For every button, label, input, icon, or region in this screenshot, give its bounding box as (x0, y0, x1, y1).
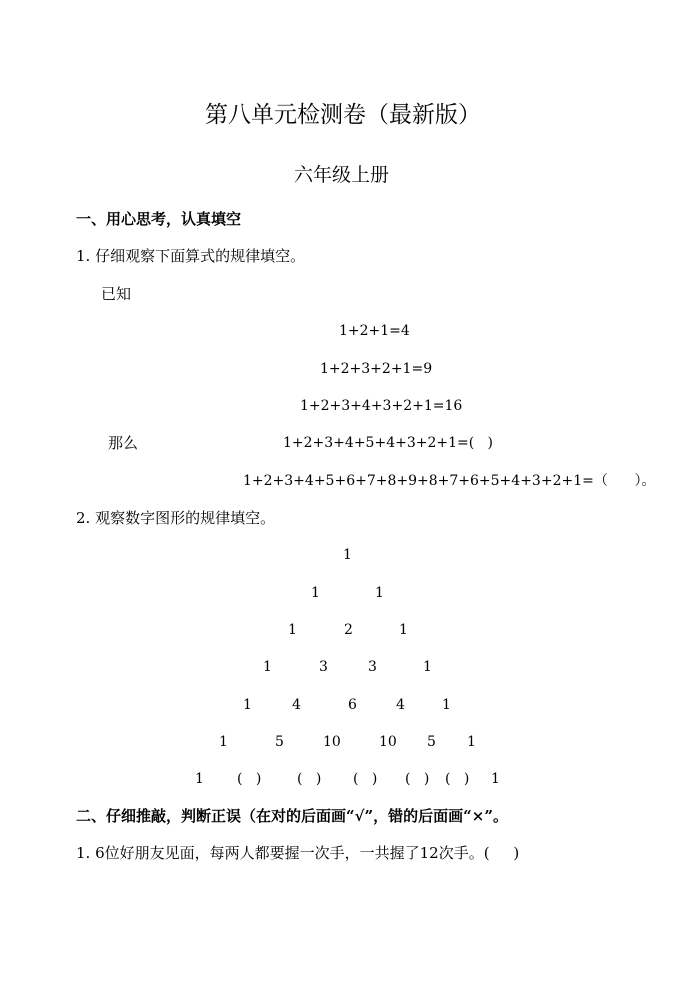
triangle-cell: 5 (427, 734, 436, 750)
triangle-blank: ( ) (353, 771, 378, 787)
triangle-cell: 5 (275, 734, 284, 750)
triangle-cell: 1 (288, 622, 297, 638)
triangle-cell: 6 (348, 697, 357, 713)
triangle-cell: 1 (195, 771, 204, 787)
question-2-prompt: 2. 观察数字图形的规律填空。 (76, 509, 276, 527)
known-label: 已知 (101, 285, 132, 303)
triangle-cell: 4 (292, 697, 301, 713)
triangle-cell: 1 (442, 697, 451, 713)
section-2-heading: 二、仔细推敲，判断正误（在对的后面画“√”，错的后面画“×”。 (76, 807, 508, 825)
page-title: 第八单元检测卷（最新版） (205, 102, 481, 128)
triangle-cell: 4 (396, 697, 405, 713)
triangle-cell: 1 (311, 585, 320, 601)
triangle-cell: 3 (368, 659, 377, 675)
section-1-heading: 一、用心思考，认真填空 (76, 210, 242, 228)
triangle-blank: ( ) (405, 771, 430, 787)
triangle-cell: 2 (344, 622, 353, 638)
triangle-cell: 1 (491, 771, 500, 787)
triangle-cell: 10 (323, 734, 341, 750)
triangle-blank: ( ) (237, 771, 262, 787)
question-1-prompt: 1. 仔细观察下面算式的规律填空。 (76, 247, 306, 265)
triangle-cell: 1 (375, 585, 384, 601)
triangle-cell: 1 (467, 734, 476, 750)
triangle-cell: 3 (319, 659, 328, 675)
triangle-cell: 1 (243, 697, 252, 713)
equation-1: 1+2+1=4 (339, 323, 410, 339)
section-2-question-1: 1. 6位好朋友见面，每两人都要握一次手，一共握了12次手。( ) (76, 844, 520, 862)
triangle-blank: ( ) (445, 771, 470, 787)
equation-4: 1+2+3+4+5+4+3+2+1=( ) (283, 435, 494, 451)
equation-3: 1+2+3+4+3+2+1=16 (300, 398, 463, 414)
equation-5: 1+2+3+4+5+6+7+8+9+8+7+6+5+4+3+2+1=（ ）。 (243, 473, 656, 489)
triangle-cell: 10 (379, 734, 397, 750)
then-label: 那么 (108, 434, 139, 452)
triangle-cell: 1 (219, 734, 228, 750)
triangle-cell: 1 (399, 622, 408, 638)
triangle-blank: ( ) (297, 771, 322, 787)
triangle-cell: 1 (423, 659, 432, 675)
triangle-cell: 1 (263, 659, 272, 675)
equation-2: 1+2+3+2+1=9 (320, 361, 433, 377)
triangle-cell: 1 (343, 547, 352, 563)
page-subtitle: 六年级上册 (294, 164, 390, 186)
